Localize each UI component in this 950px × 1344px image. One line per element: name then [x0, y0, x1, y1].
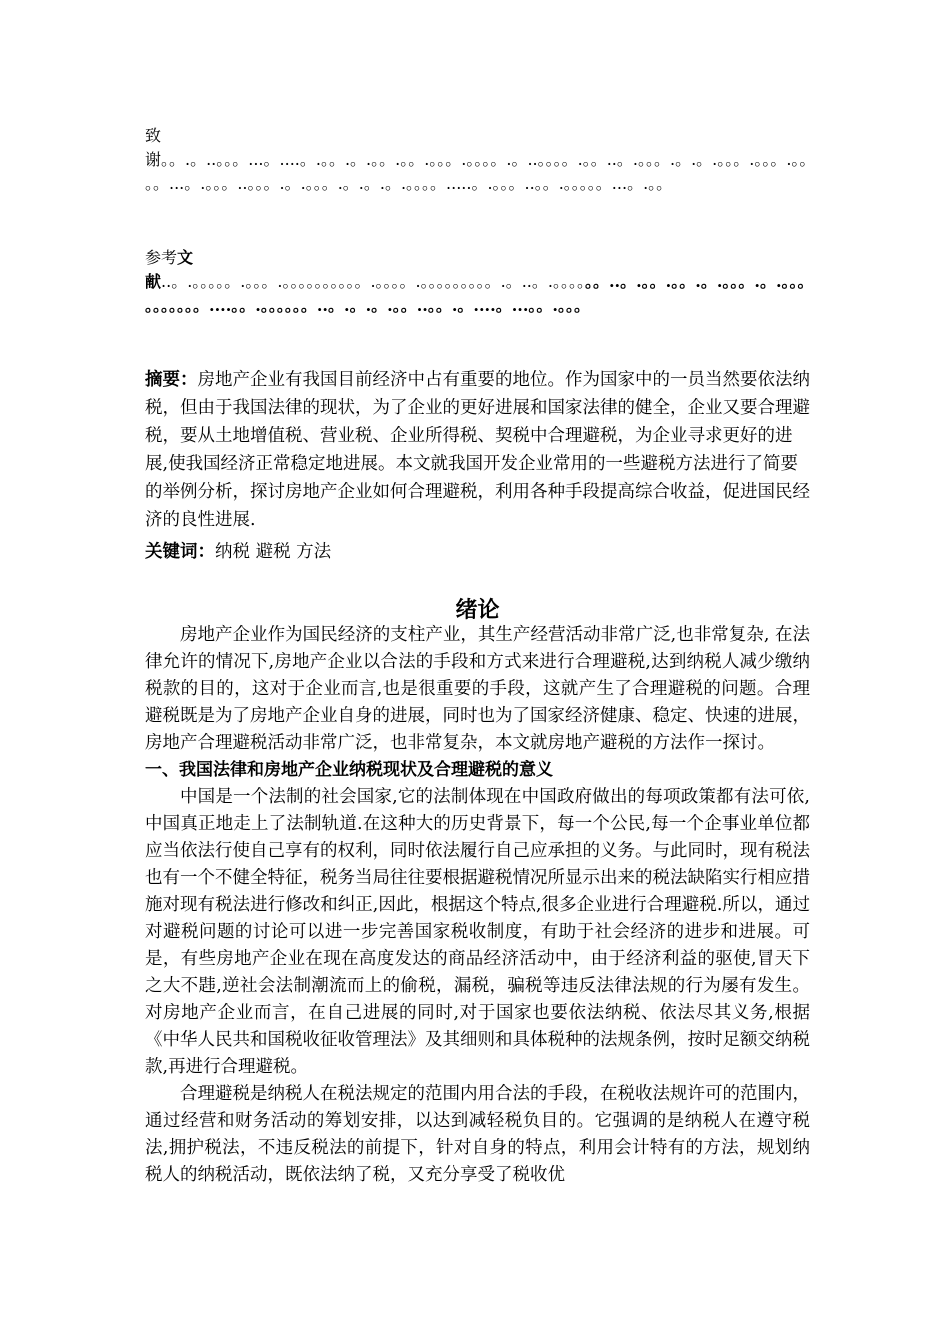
body-text [145, 622, 810, 1189]
toc-acknowledgement [145, 124, 810, 196]
section-title: 绪论 [455, 597, 500, 623]
keywords-text: 纳税 避税 方法 [215, 542, 332, 562]
keywords-label: 关键词： [145, 542, 215, 562]
toc-ref-dots-b: 。。..。.。。.。。.。.。。。.。.。。。。。。。。。。....。。.。。。。。。..。.。.。.。。..。。.。....。...。。.。。。 [145, 272, 806, 315]
section-heading-1: 一、我国法律和房地产企业纳税现状及合理避税的意义 [145, 760, 553, 780]
toc-ack-leader: 谢。。.。..。。。...。....。.。。.。.。。.。。.。。。.。。。。.。..。。。。.。。..。.。。。.。.。.。。。.。。。.。。。。...。.。。。..。。。.。.。。。.。.。.。.。。。。.....。.。。。..。。.。。。。。...。.。。 [145, 150, 808, 193]
toc-ref-label-b: 文 [177, 248, 194, 267]
abstract-label: 摘要： [145, 370, 198, 390]
toc-ref-line1 [145, 246, 810, 270]
toc-ref-label-a: 参考 [145, 248, 178, 267]
toc-ack-line1: 致 [145, 126, 162, 145]
paragraph-reasonable-avoidance: 合理避税是纳税人在税法规定的范围内用合法的手段，在税收法规许可的范围内，通过经营和财务活动的筹划安排，以达到减轻税负目的。它强调的是纳税人在遵守税法,拥护税法，不违反税法的前提下，针对自身的特点，利用会计特有的方法，规划纳税人的纳税活动，既依法纳了税，又充分享受了税收优 [145, 1084, 810, 1185]
keywords [145, 538, 810, 566]
paragraph-law-status: 中国是一个法制的社会国家,它的法制体现在中国政府做出的每项政策都有法可依,中国真正地走上了法制轨道.在这种大的历史背景下，每一个公民,每一个企事业单位都应当依法行使自己享有的权利，同时依法履行自己应承担的义务。与此同时，现有税法也有一个不健全特征，税务当局往往要根据避税情况所显示出来的税法缺陷实行相应措施对现有税法进行修改和纠正,因此，根据这个特点,很多企业进行合理避税.所以，通过对避税问题的讨论可以进一步完善国家税收制度，有助于社会经济的进步和进展。可是，有些房地产企业在现在高度发达的商品经济活动中，由于经济利益的驱使,冒天下之大不韪,逆社会法制潮流而上的偷税，漏税，骗税等违反法律法规的行为屡有发生。对房地产企业而言，在自己进展的同时,对于国家也要依法纳税、依法尽其义务,根据《中华人民共和国税收征收管理法》及其细则和具体税种的法规条例，按时足额交纳税款,再进行合理避税。 [145, 787, 810, 1077]
abstract [145, 366, 810, 534]
abstract-text: 房地产企业有我国目前经济中占有重要的地位。作为国家中的一员当然要依法纳税，但由于我国法律的现状，为了企业的更好进展和国家法律的健全，企业又要合理避税，要从土地增值税、营业税、企业所得税、契税中合理避税，为企业寻求更好的进展,使我国经济正常稳定地进展。本文就我国开发企业常用的一些避税方法进行了简要的举例分析，探讨房地产企业如何合理避税，利用各种手段提高综合收益，促进国民经济的良性进展. [145, 370, 810, 530]
toc-ref-dots-a: ..。.。。。。。.。。。.。。。。。。。。。。.。。。。.。。。。。。。。。.。..。.。。。。 [161, 272, 585, 291]
toc-references [145, 246, 810, 318]
toc-ref-label-c: 献 [145, 272, 162, 291]
paragraph-intro: 房地产企业作为国民经济的支柱产业，其生产经营活动非常广泛,也非常复杂, 在法律允许的情况下,房地产企业以合法的手段和方式来进行合理避税,达到纳税人减少缴纳税款的目的，这对于企业而言,也是很重要的手段，这就产生了合理避税的问题。合理避税既是为了房地产企业自身的进展，同时也为了国家经济健康、稳定、快速的进展，房地产合理避税活动非常广泛，也非常复杂，本文就房地产避税的方法作一探讨。 [145, 625, 810, 753]
toc-ref-leader [145, 270, 810, 318]
